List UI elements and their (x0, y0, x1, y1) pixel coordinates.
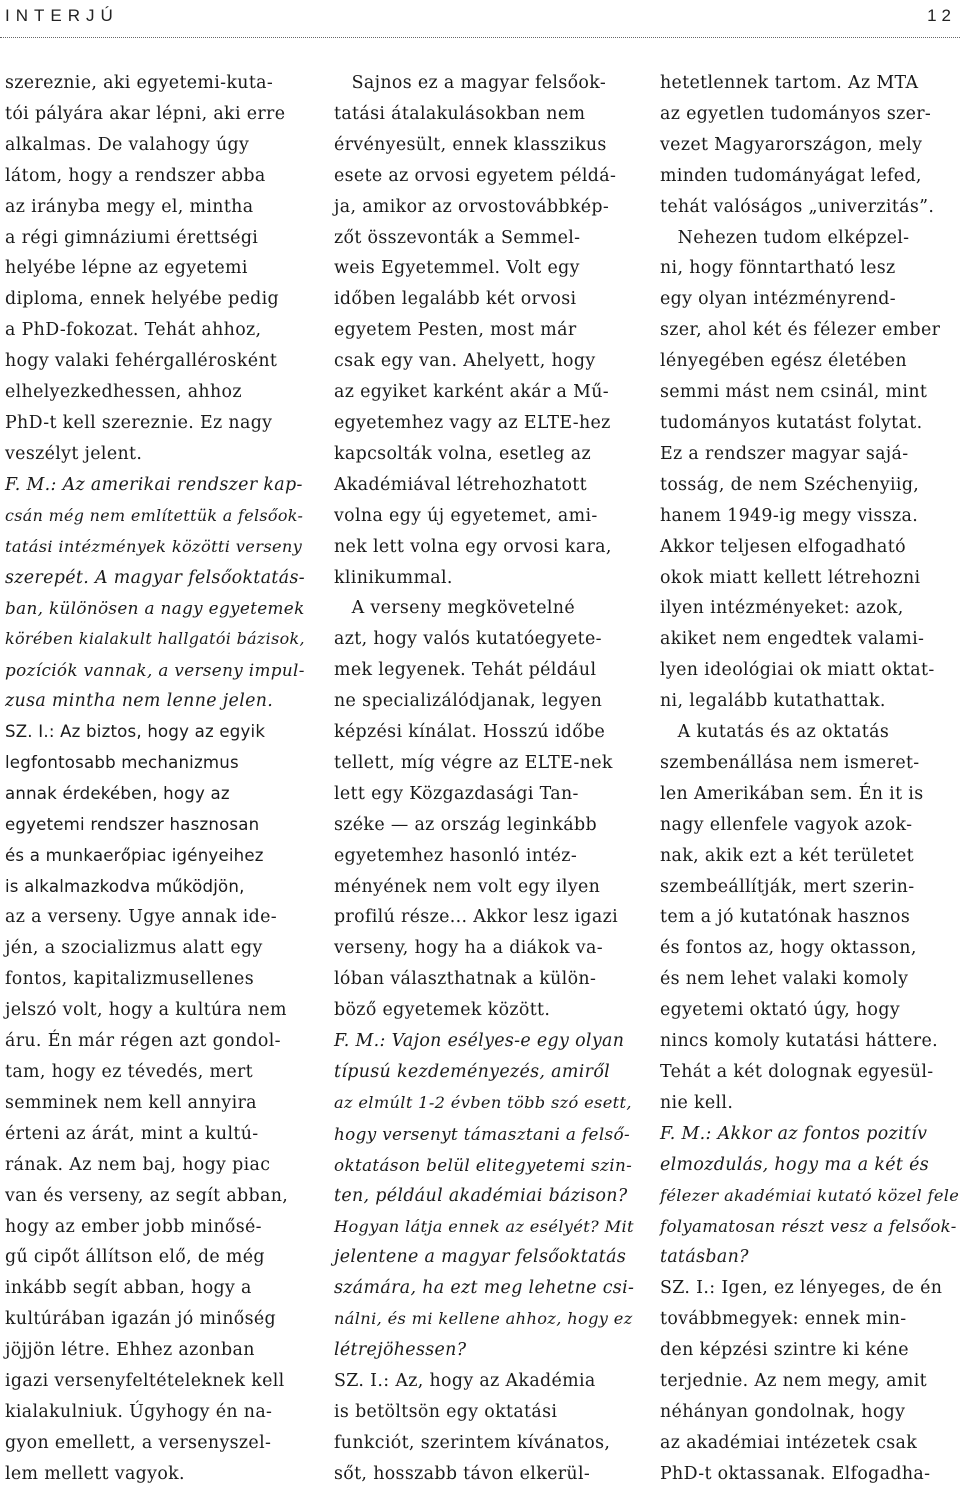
text-line: tem a jó kutatónak hasznos (660, 907, 911, 928)
text-line: ne specializálódjanak, legyen (334, 691, 603, 712)
text-line: helyébe lépne az egyetemi (5, 258, 248, 279)
text-line: folyamatosan részt vesz a felsőok- (660, 1216, 957, 1236)
text-line: egyetemi oktató úgy, hogy (660, 1000, 901, 1021)
text-line: az egyetlen tudományos szer- (660, 103, 932, 124)
text-line: PhD-t kell szereznie. Ez nagy (5, 412, 273, 433)
text-line: van és verseny, az segít abban, (5, 1185, 289, 1206)
page-header (0, 0, 960, 36)
text-line: PhD-t oktassanak. Elfogadha- (660, 1463, 931, 1484)
text-line: szer, ahol két és félezer ember (660, 320, 941, 341)
text-line: is alkalmazkodva működjön, (5, 876, 245, 896)
text-line: volna egy új egyetemet, ami- (334, 505, 598, 526)
text-line: kapcsolták volna, esetleg az (334, 443, 591, 464)
text-line: Ez a rendszer magyar sajá- (660, 443, 909, 464)
text-line: len Amerikában sem. Én it is (660, 783, 924, 804)
text-line: szereznie, aki egyetemi-kuta- (5, 73, 274, 93)
text-line: ten, például akadémiai bázison? (334, 1185, 628, 1206)
text-line: a PhD-fokozat. Tehát ahhoz, (5, 320, 262, 341)
text-line: sőt, hosszabb távon elkerül- (334, 1463, 591, 1484)
text-line: tói pályára akar lépni, aki erre (5, 103, 286, 124)
text-line: oktatáson belül elitegyetemi szin- (334, 1154, 633, 1175)
text-line: és nem lehet valaki komoly (660, 969, 909, 990)
text-line: nie kell. (660, 1092, 734, 1113)
text-line: semminek nem kell annyira (5, 1092, 257, 1113)
text-line: tam, hogy ez tévedés, mert (5, 1062, 254, 1082)
text-line: nincs komoly kutatási háttere. (660, 1031, 938, 1052)
text-line: profilú része... Akkor lesz igazi (334, 907, 619, 928)
text-line: ja, amikor az orvostovábbkép- (334, 196, 610, 217)
text-line: és a munkaerőpiac igényeihez (5, 845, 264, 865)
text-line: egyetemi rendszer hasznosan (5, 814, 260, 834)
text-line: egyetem Pesten, most már (334, 320, 577, 341)
text-column-3 (660, 68, 960, 1490)
text-line: szembenállása nem ismeret- (660, 752, 920, 773)
text-line: létrejöhessen? (334, 1340, 467, 1361)
text-line: hanem 1949-ig megy vissza. (660, 505, 919, 526)
text-line: funkciót, szerintem kívánatos, (334, 1432, 611, 1453)
text-line: zusa mintha nem lenne jelen. (5, 691, 274, 712)
text-line: az akadémiai intézetek csak (660, 1432, 918, 1453)
text-line: Akkor teljesen elfogadható (660, 536, 906, 557)
text-line: semmi mást nem csinál, mint (660, 382, 928, 403)
text-line: tehát valóságos „univerzitás”. (660, 196, 935, 217)
text-line: F. M.: Vajon esélyes-e egy olyan (334, 1031, 625, 1052)
text-line: szerepét. A magyar felsőoktatás- (5, 567, 305, 588)
text-line: néhányan gondolnak, hogy (660, 1401, 906, 1422)
text-line: vezet Magyarországon, mely (660, 134, 923, 155)
text-line: Sajnos ez a magyar felsőok- (334, 73, 607, 93)
text-line: egy olyan intézményrend- (660, 289, 896, 310)
text-line: F. M.: Akkor az fontos pozitív (660, 1123, 928, 1144)
text-line: lyen ideológiai ok miatt oktat- (660, 660, 935, 681)
text-line: nek lett volna egy orvosi kara, (334, 536, 612, 557)
text-line: nagy ellenfele vagyok azok- (660, 814, 913, 835)
text-line: hetetlennek tartom. Az MTA (660, 73, 919, 93)
text-line: típusú kezdeményezés, amiről (334, 1062, 611, 1082)
page-number: 12 (927, 6, 956, 25)
text-line: számára, ha ezt meg lehetne csi- (334, 1278, 635, 1299)
text-line: lóban választhatnak a külön- (334, 969, 597, 990)
text-line: egyetemhez hasonló intéz- (334, 845, 578, 866)
text-line: tatási intézmények közötti verseny (5, 536, 303, 556)
text-line: ni, hogy fönntartható lesz (660, 258, 896, 279)
text-line: szembeállítják, mert szerin- (660, 876, 915, 897)
text-line: csak egy van. Ahelyett, hogy (334, 351, 596, 372)
text-line: zőt összevonták a Semmel- (334, 227, 581, 248)
text-line: egyetemhez vagy az ELTE-hez (334, 412, 611, 433)
text-line: böző egyetemek között. (334, 1000, 551, 1021)
text-line: ményének nem volt egy ilyen (334, 876, 601, 897)
text-line: SZ. I.: Igen, ez lényeges, de én (660, 1278, 943, 1299)
text-line: legfontosabb mechanizmus (5, 752, 239, 772)
text-line: a régi gimnáziumi érettségi (5, 227, 259, 248)
text-line: lem mellett vagyok. (5, 1463, 185, 1484)
text-line: veszélyt jelent. (5, 443, 143, 464)
text-line: lényegében egész életében (660, 351, 907, 372)
text-line: SZ. I.: Az biztos, hogy az egyik (5, 722, 266, 742)
text-line: lett egy Közgazdasági Tan- (334, 783, 579, 804)
text-line: jelszó volt, hogy a kultúra nem (5, 1000, 287, 1021)
text-line: kialakulniuk. Úgyhogy én na- (5, 1401, 273, 1422)
text-line: SZ. I.: Az, hogy az Akadémia (334, 1371, 596, 1392)
text-line: Tehát a két dolognak egyesül- (660, 1062, 934, 1082)
text-line: terjednie. Az nem megy, amit (660, 1371, 927, 1392)
text-line: mek legyenek. Tehát például (334, 660, 597, 681)
text-line: Akadémiával létrehozhatott (334, 474, 587, 495)
text-line: akiket nem engedtek valami- (660, 629, 925, 650)
text-line: látom, hogy a rendszer abba (5, 165, 266, 186)
text-line: F. M.: Az amerikai rendszer kap- (5, 474, 303, 495)
text-line: körében kialakult hallgatói bázisok, (5, 629, 305, 649)
text-line: jelentene a magyar felsőoktatás (334, 1247, 627, 1268)
text-line: esete az orvosi egyetem példá- (334, 165, 617, 186)
text-line: diploma, ennek helyébe pedig (5, 289, 279, 310)
text-line: tatási átalakulásokban nem (334, 103, 586, 124)
text-line: félezer akadémiai kutató közel fele (660, 1185, 960, 1205)
text-line: nálni, és mi kellene ahhoz, hogy ez (334, 1309, 633, 1329)
text-line: érteni az árát, mint a kultú- (5, 1123, 259, 1144)
text-line: weis Egyetemmel. Volt egy (334, 258, 580, 279)
text-line: ilyen intézményeket: azok, (660, 598, 904, 619)
text-line: rának. Az nem baj, hogy piac (5, 1154, 271, 1175)
text-line: okok miatt kellett létrehozni (660, 567, 921, 588)
text-line: nak, akik ezt a két területet (660, 845, 914, 866)
text-line: verseny, hogy ha a diákok va- (334, 938, 603, 959)
text-line: ban, különösen a nagy egyetemek (5, 598, 305, 619)
text-line: tosság, de nem Széchenyiig, (660, 474, 920, 495)
text-line: inkább segít abban, hogy a (5, 1278, 252, 1299)
text-line: den képzési szintre ki kéne (660, 1340, 909, 1361)
text-line: ni, legalább kutathattak. (660, 691, 886, 712)
text-line: csán még nem említettük a felsőok- (5, 505, 304, 525)
text-column-2 (334, 68, 634, 1490)
text-line: igazi versenyfeltételeknek kell (5, 1371, 285, 1392)
text-line: kultúrában igazán jó minőség (5, 1309, 276, 1330)
text-line: minden tudományágat lefed, (660, 165, 922, 186)
text-line: az irányba megy el, mintha (5, 196, 254, 217)
text-line: klinikummal. (334, 567, 453, 588)
text-line: tellett, míg végre az ELTE-nek (334, 752, 613, 773)
text-column-1 (5, 68, 305, 1490)
text-line: elmozdulás, hogy ma a két és (660, 1154, 930, 1175)
text-line: Hogyan látja ennek az esélyét? Mit (334, 1216, 634, 1236)
text-line: az a verseny. Ugye annak ide- (5, 907, 278, 928)
text-line: hogy valaki fehérgallérosként (5, 351, 278, 372)
text-line: tatásban? (660, 1247, 749, 1268)
text-line: továbbmegyek: ennek min- (660, 1309, 907, 1330)
text-line: tudományos kutatást folytat. (660, 412, 923, 433)
text-line: gű cipőt állítson elő, de még (5, 1247, 265, 1268)
text-line: hogy az ember jobb minősé- (5, 1216, 262, 1237)
text-line: fontos, kapitalizmusellenes (5, 969, 254, 990)
text-line: időben legalább két orvosi (334, 289, 577, 310)
text-line: annak érdekében, hogy az (5, 783, 230, 803)
text-line: gyon emellett, a versenyszel- (5, 1432, 272, 1453)
text-line: áru. Én már régen azt gondol- (5, 1031, 281, 1052)
text-line: azt, hogy valós kutatóegyete- (334, 629, 602, 650)
text-line: érvényesült, ennek klasszikus (334, 134, 607, 155)
text-line: és fontos az, hogy oktasson, (660, 938, 917, 959)
text-line: jén, a szocializmus alatt egy (5, 938, 263, 959)
text-line: az egyiket karként akár a Mű- (334, 382, 610, 403)
section-label: INTERJÚ (5, 6, 119, 25)
text-line: képzési kínálat. Hosszú időbe (334, 722, 606, 743)
text-line: széke — az ország leginkább (334, 814, 597, 835)
text-line: pozíciók vannak, a verseny impul- (5, 660, 305, 681)
text-line: hogy versenyt támasztani a felső- (334, 1123, 630, 1144)
header-divider (0, 37, 960, 38)
text-line: Nehezen tudom elképzel- (660, 227, 910, 248)
text-line: is betöltsön egy oktatási (334, 1401, 558, 1422)
text-line: jöjjön létre. Ehhez azonban (5, 1340, 255, 1361)
text-line: elhelyezkedhessen, ahhoz (5, 382, 242, 403)
text-line: az elmúlt 1-2 évben több szó esett, (334, 1092, 632, 1112)
text-line: A verseny megkövetelné (334, 598, 575, 619)
text-line: A kutatás és az oktatás (660, 722, 890, 743)
text-line: alkalmas. De valahogy úgy (5, 134, 250, 155)
